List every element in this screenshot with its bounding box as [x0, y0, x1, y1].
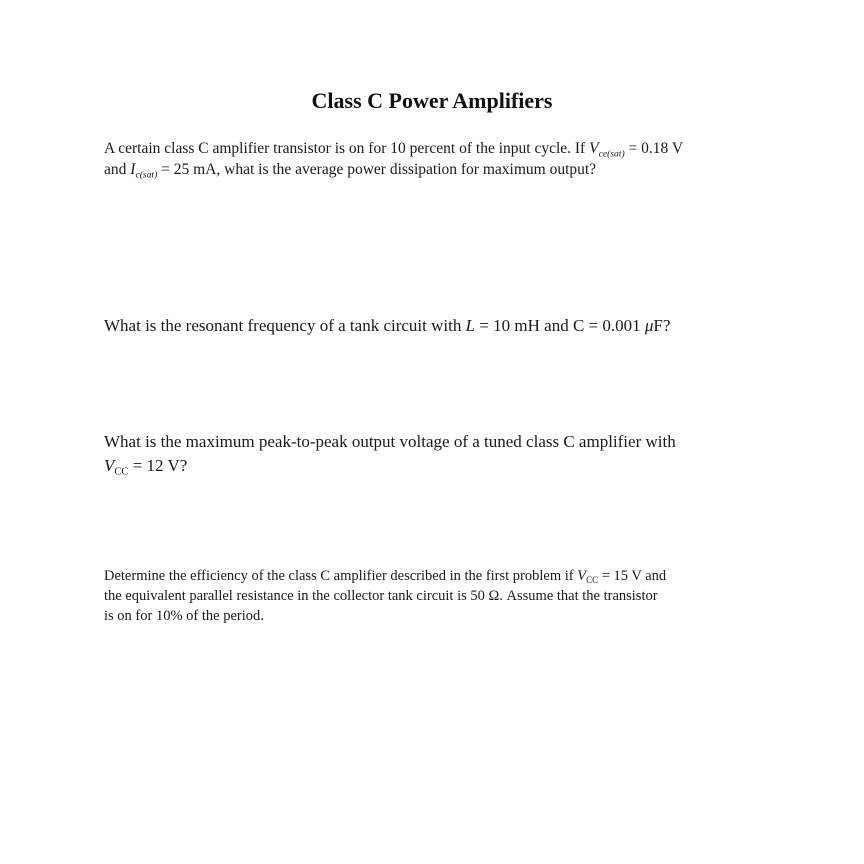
- ic-symbol: I: [130, 161, 136, 178]
- page-title: Class C Power Amplifiers: [311, 88, 553, 113]
- vcc-subscript: CC: [586, 575, 599, 586]
- problem-2-line-1: What is the resonant frequency of a tank circuit with L = 10 mH and C = 0.001 μF?: [104, 316, 671, 335]
- problem-3: [104, 430, 764, 478]
- problem-3-line-2: $V_{CC} = 12$ V?: [104, 456, 188, 478]
- vcc-subscript: CC: [114, 466, 129, 478]
- problem-4: [104, 566, 764, 626]
- problem-1-line-2: and $I_{c(sat)} = 25$ mA, what is the average power dissipation for maximum output?: [104, 161, 597, 181]
- ic-subscript: c(sat): [135, 169, 158, 181]
- vce-symbol: V: [589, 140, 599, 157]
- problem-4-line-3: is on for 10% of the period.: [104, 608, 264, 624]
- problem-4-line-2: the equivalent parallel resistance in the collector tank circuit is 50 Ω. Assume that the transistor: [104, 588, 658, 604]
- vce-subscript: ce(sat): [598, 148, 625, 160]
- problem-3-line-1: What is the maximum peak-to-peak output voltage of a tuned class C amplifier with: [104, 432, 676, 451]
- vcc-symbol: V: [577, 568, 587, 584]
- problem-1-line-1: A certain class C amplifier transistor is on for 10 percent of the input cycle. If $V_{ce(sat)} = 0.18$ V: [104, 140, 684, 160]
- vcc-symbol: V: [104, 456, 115, 475]
- micro-symbol: μ: [644, 316, 654, 335]
- problem-2: [104, 315, 764, 337]
- inductance-symbol: L: [465, 316, 476, 335]
- problem-4-line-1: Determine the efficiency of the class C amplifier described in the first problem if $V_{CC} = 15$ V and: [104, 568, 667, 586]
- problem-1: [104, 138, 764, 180]
